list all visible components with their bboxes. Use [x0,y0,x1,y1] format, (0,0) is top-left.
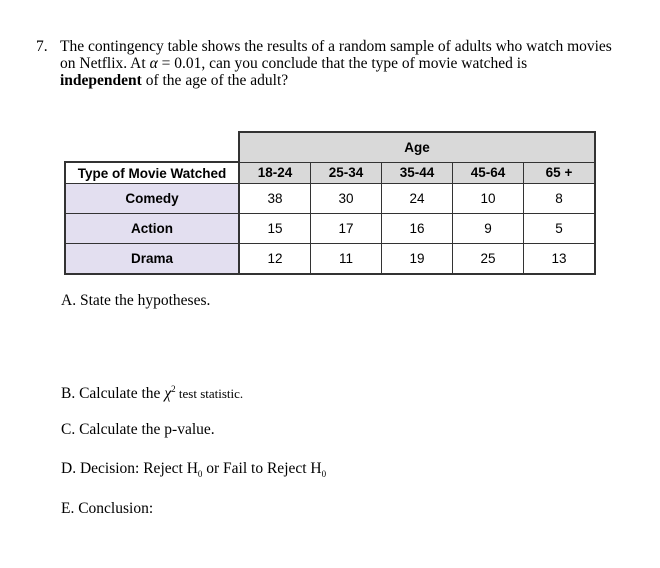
h0-subscript-2: 0 [321,469,327,480]
question-number: 7. [36,38,48,55]
table-cell: 38 [239,184,311,214]
age-group-header: Age [239,132,595,162]
table-row-action [65,214,595,244]
chi-superscript: 2 [171,384,176,394]
alpha-symbol: α [149,55,158,72]
col-header-35-44: 35-44 [382,162,453,184]
row-label-action: Action [65,214,239,244]
part-b-suffix: test statistic. [175,386,244,402]
table-cell: 13 [524,244,596,275]
part-a: A. State the hypotheses. [61,292,211,309]
table-cell: 11 [311,244,382,275]
part-d [61,460,326,479]
table-cell: 15 [239,214,311,244]
table-row-comedy [65,184,595,214]
col-header-18-24: 18-24 [239,162,311,184]
col-header-65-plus: 65 + [524,162,596,184]
table-cell: 10 [453,184,524,214]
table-cell: 30 [311,184,382,214]
part-d-prefix: D. Decision: Reject H [61,460,198,477]
table-cell: 25 [453,244,524,275]
question-line-2-mid: = 0.01, can you conclude that the type of movie watched is [157,55,528,72]
part-b-prefix: B. Calculate the [61,385,165,403]
contingency-table [64,131,596,275]
table-cell: 19 [382,244,453,275]
part-b [61,384,243,403]
col-header-25-34: 25-34 [311,162,382,184]
row-header-label: Type of Movie Watched [65,162,239,184]
row-label-drama: Drama [65,244,239,275]
question-line-2-prefix: on Netflix. At [60,55,150,72]
table-cell: 5 [524,214,596,244]
table-cell: 9 [453,214,524,244]
table-row-drama [65,244,595,275]
question-line-1: The contingency table shows the results of a random sample of adults who watch movies [60,38,612,55]
chi-symbol: χ [164,385,172,403]
table-cell: 24 [382,184,453,214]
bold-independent: independent [60,72,142,89]
part-d-mid: or Fail to Reject H [202,460,322,477]
table-cell: 12 [239,244,311,275]
table-cell: 8 [524,184,596,214]
part-c: C. Calculate the p-value. [61,421,215,438]
table-cell: 16 [382,214,453,244]
question-line-3-rest: of the age of the adult? [141,72,289,89]
col-header-45-64: 45-64 [453,162,524,184]
question-text [60,38,646,89]
table-cell: 17 [311,214,382,244]
row-label-comedy: Comedy [65,184,239,214]
h0-subscript-1: 0 [197,469,203,480]
table-corner-blank [65,132,239,162]
part-e: E. Conclusion: [61,500,154,517]
question-7 [36,38,646,89]
